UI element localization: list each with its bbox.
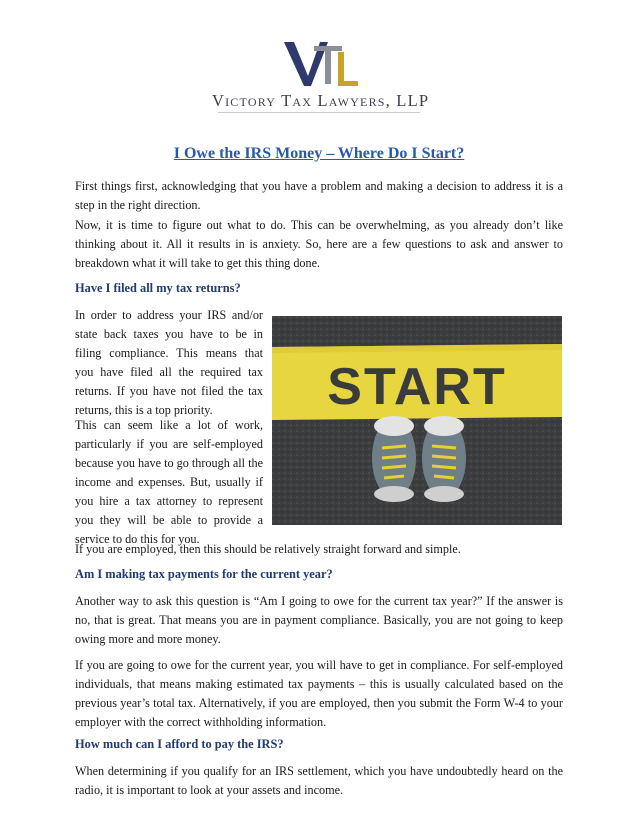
logo-divider (218, 112, 420, 113)
vtl-monogram-icon (282, 38, 362, 90)
payments-paragraph-2: If you are going to owe for the current year, you will have to get in compliance. For self-employed individuals, that means making estimated tax payments – this is usually calculated based on the previous year’s total tax. Alternatively, if you are employed, then you submit the Form W-4 to your employer with the correct withholding information. (75, 658, 563, 729)
article-title: I Owe the IRS Money – Where Do I Start? (173, 145, 465, 162)
heading-current-payments: Am I making tax payments for the current year? (75, 567, 333, 581)
filing-paragraph-1: In order to address your IRS and/or state back taxes you have to be in filing compliance. This means that you have filed all the required tax returns. If you have not filed the tax returns, this is a top priority. (75, 308, 263, 417)
filing-paragraph-2: This can seem like a lot of work, particularly if you are self-employed because you have to go through all the income and expenses. But, usually if you hire a tax attorney to represent you they will be able to provide a service to do this for you. (75, 418, 263, 546)
heading-afford-to-pay: How much can I afford to pay the IRS? (75, 737, 284, 751)
company-name: Victory Tax Lawyers, LLP (212, 91, 430, 110)
start-text: START (327, 358, 507, 416)
heading-filed-returns: Have I filed all my tax returns? (75, 281, 241, 295)
afford-paragraph-1: When determining if you qualify for an IRS settlement, which you have undoubtedly heard on the radio, it is important to look at your assets and income. (75, 764, 563, 797)
filing-paragraph-3: If you are employed, then this should be relatively straight forward and simple. (75, 542, 461, 556)
start-line-photo (272, 316, 562, 525)
intro-paragraph-1: First things first, acknowledging that you have a problem and making a decision to address it is a step in the right direction. (75, 179, 563, 212)
company-logo (212, 38, 430, 114)
payments-paragraph-1: Another way to ask this question is “Am I going to owe for the current tax year?” If the answer is no, that is great. That means you are in payment compliance. Basically, you are not going to keep owing more and more money. (75, 594, 563, 646)
start-sign-image (272, 316, 562, 525)
left-shoe-icon (372, 416, 416, 502)
right-shoe-icon (422, 416, 466, 502)
intro-paragraph-2: Now, it is time to figure out what to do. This can be overwhelming, as you already don’t like thinking about it. All it results in is anxiety. So, here are a few questions to ask and answer to breakdown what it will take to get this thing done. (75, 218, 563, 270)
